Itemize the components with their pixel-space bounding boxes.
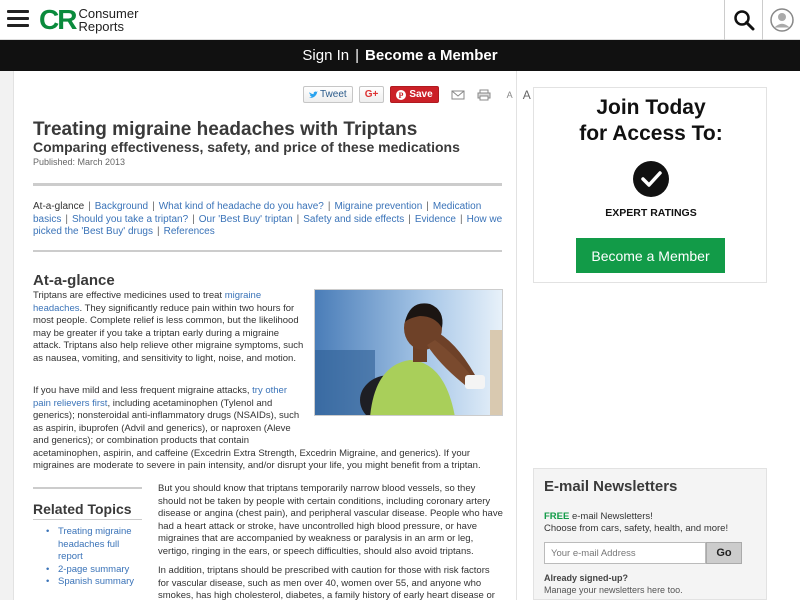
toc-should-you-take[interactable]: Should you take a triptan? (71, 213, 189, 225)
toc-prevention[interactable]: Migraine prevention (334, 201, 423, 212)
consumer-reports-logo[interactable] (39, 5, 138, 35)
p2-text-mid: , including acetaminophen (Tylenol and generics); nonsteroidal anti-inflammatory drugs (NSAIDs), such as aspirin, ibuprofen (Advil and generics), or naproxen (Aleve and generics); or combination products that contain (33, 397, 300, 446)
paragraph-4: In addition, triptans should be prescribed with caution for those with risk factors for vascular disease, such as men over 40, women over 55, and anyone who smokes, has high cholesterol, diabetes, a family history of early heart disease or (158, 565, 495, 600)
toc-background[interactable]: Background (94, 201, 149, 212)
logo-line1: Consumer (78, 6, 139, 21)
font-size-small[interactable]: A (506, 89, 513, 100)
already-signed-up: Already signed-up? (544, 573, 629, 583)
article-subtitle: Comparing effectiveness, safety, and price of these medications (33, 139, 460, 155)
divider (33, 487, 142, 489)
toc-what-kind[interactable]: What kind of headache do you have? (158, 201, 324, 212)
search-icon (733, 9, 755, 31)
divider (33, 250, 502, 252)
paragraph-2 (33, 385, 503, 473)
left-rail (0, 71, 14, 600)
become-member-button[interactable]: Become a Member (576, 238, 725, 273)
checkmark-icon (633, 161, 669, 197)
toc-references[interactable]: References (163, 226, 215, 237)
save-label: Save (409, 89, 433, 100)
twitter-bird-icon (309, 91, 318, 99)
other-pain-relievers-link[interactable]: try other pain relievers first (33, 385, 287, 409)
paragraph-1 (33, 290, 305, 365)
p1-text: Triptans are effective medicines used to treat (33, 290, 225, 301)
logo-line2: Reports (78, 19, 124, 34)
join-promo-box (533, 87, 767, 283)
related-topics-list (46, 526, 146, 589)
migraine-headaches-link[interactable]: migraine headaches (33, 290, 262, 314)
logo-wordmark (78, 7, 138, 33)
email-icon[interactable] (451, 89, 465, 101)
toc-safety[interactable]: Safety and side effects (303, 213, 405, 225)
newsletter-heading: E-mail Newsletters (544, 478, 678, 495)
section-heading: At-a-glance (33, 272, 115, 289)
p2-text-after: acetaminophen, aspirin, and caffeine (Excedrin Extra Strength, Excedrin Migraine, and generics). If your migraines are moderate to severe in pain intensity, and/or disrupt your life, you might benefit from a triptan. (33, 447, 481, 471)
divider (33, 519, 142, 520)
tweet-label: Tweet (320, 89, 347, 100)
print-icon[interactable] (477, 89, 491, 101)
search-button[interactable] (724, 0, 762, 40)
list-item (46, 564, 146, 577)
join-title (534, 95, 768, 147)
account-button[interactable] (762, 0, 800, 40)
tweet-button[interactable] (303, 86, 353, 103)
manage-newsletters-link[interactable]: Manage your newsletters here too. (544, 585, 683, 595)
free-label: FREE (544, 511, 570, 522)
top-header (0, 0, 800, 40)
toc-best-buy[interactable]: Our 'Best Buy' triptan (198, 213, 293, 225)
related-full-report-link[interactable]: Treating migraine headaches full report (58, 526, 132, 562)
published-date: Published: March 2013 (33, 157, 126, 167)
expert-ratings-label: EXPERT RATINGS (605, 207, 697, 219)
column-divider (516, 71, 517, 600)
toc-at-a-glance[interactable]: At-a-glance (33, 201, 85, 212)
divider (33, 183, 502, 186)
join-title-line1: Join Today (596, 96, 706, 119)
pinterest-icon (396, 90, 406, 100)
newsletter-desc-rest: e-mail Newsletters! (569, 511, 653, 522)
email-field[interactable] (544, 542, 706, 564)
svg-text:P: P (398, 90, 404, 100)
article-title: Treating migraine headaches with Triptans (33, 119, 418, 140)
share-toolbar (303, 86, 531, 103)
list-item (46, 576, 146, 589)
related-2-page-summary-link[interactable]: 2-page summary (58, 563, 130, 575)
newsletter-description (544, 511, 759, 535)
list-item (46, 526, 146, 564)
p2-text: If you have mild and less frequent migraine attacks, (33, 385, 253, 396)
logo-mark: CR (39, 4, 76, 35)
go-button[interactable]: Go (706, 542, 742, 564)
join-title-line2: for Access To: (579, 122, 723, 145)
newsletter-desc-line2: Choose from cars, safety, health, and more! (544, 523, 729, 534)
related-spanish-summary-link[interactable]: Spanish summary (58, 576, 135, 587)
menu-icon[interactable] (7, 10, 29, 28)
newsletter-box (533, 468, 767, 600)
font-size-large[interactable]: A (522, 87, 531, 102)
paragraph-3: But you should know that triptans temporarily narrow blood vessels, so they should not be taken by people with certain conditions, including coronary artery disease or angina (chest pain), and peripheral vascular disease. People who have had a heart attack or stroke, have uncontrolled high blood pressure, or have migraines that are accompanied by weakness or paralysis in an arm or leg, vertigo, ringing in the ears, or speech difficulties, should also avoid triptans. (158, 483, 503, 557)
member-bar-separator: | (355, 47, 360, 64)
gplus-button[interactable]: G+ (359, 86, 385, 103)
toc-medication-basics[interactable]: Medication basics (33, 201, 482, 225)
p1-text-cont: . They significantly reduce pain within two hours for most people. Complete relief is less common, but the likelihood may be greater if you take a triptan early during a migraine attack. Triptans also help relieve other migraine symptoms, such as nausea, vomiting, and sensitivity to light, noise, and motion. (33, 302, 304, 364)
toc-evidence[interactable]: Evidence (414, 213, 456, 225)
related-topics-heading: Related Topics (33, 501, 132, 517)
p2-narrow-block (33, 385, 305, 448)
table-of-contents: At-a-glance | Background | What kind of headache do you have? | Migraine prevention | Medication basics | Should you take a triptan? | Our 'Best Buy' triptan | Safety and side effects | Evidence | How we picked the 'Best Buy' drugs | References (33, 201, 503, 237)
sign-in-link[interactable]: Sign In (302, 47, 350, 64)
toc-how-we-picked[interactable]: How we picked the 'Best Buy' drugs (33, 213, 503, 237)
user-icon (770, 8, 794, 32)
become-member-link[interactable]: Become a Member (365, 47, 498, 64)
member-bar (0, 40, 800, 71)
pinterest-save-button[interactable] (390, 86, 438, 103)
